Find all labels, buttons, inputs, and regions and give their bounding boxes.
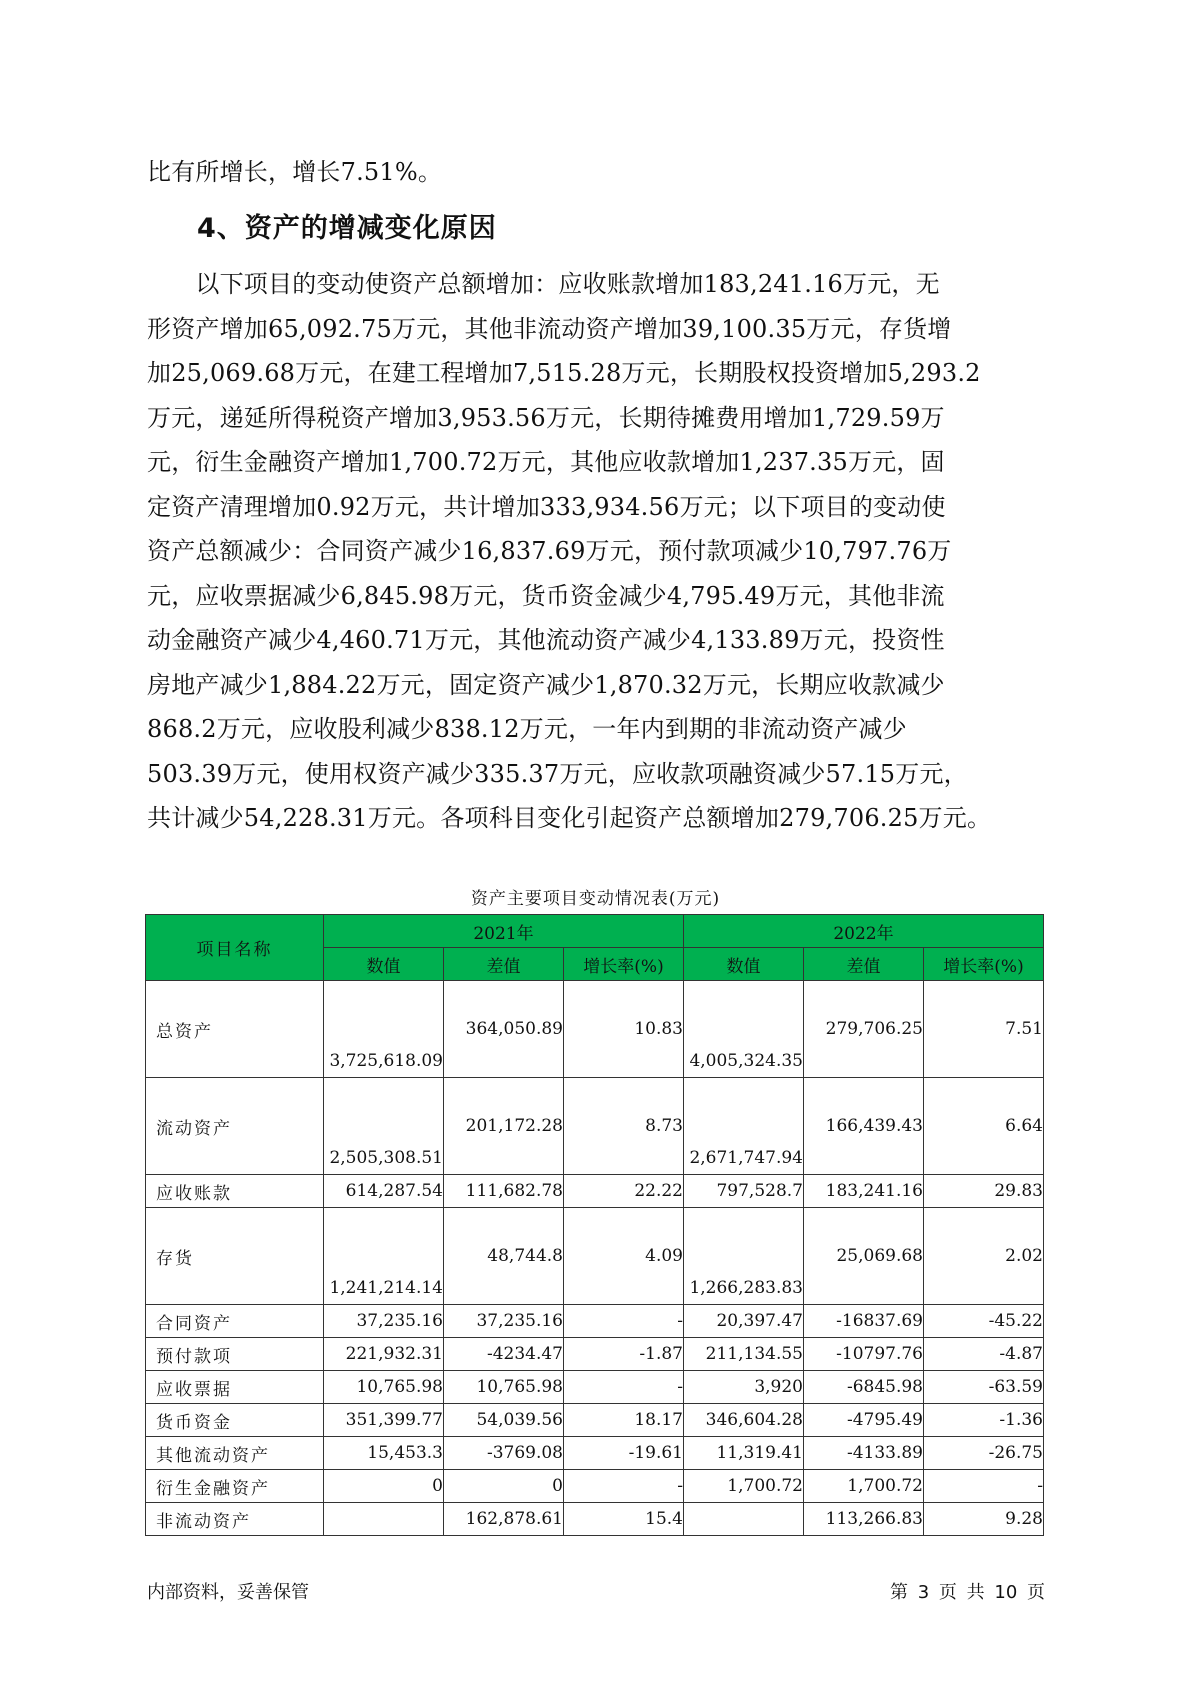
row-name: 预付款项 bbox=[146, 1338, 324, 1371]
cell-diff-2021: -4234.47 bbox=[444, 1338, 564, 1371]
cell-diff-2021: 364,050.89 bbox=[444, 981, 564, 1078]
cell-value-2022: 346,604.28 bbox=[684, 1404, 804, 1437]
cell-diff-2022: -16837.69 bbox=[804, 1305, 924, 1338]
row-name: 非流动资产 bbox=[146, 1503, 324, 1536]
cell-value-2022 bbox=[684, 1503, 804, 1536]
row-name: 应收票据 bbox=[146, 1371, 324, 1404]
cell-value-2022: 1,700.72 bbox=[684, 1470, 804, 1503]
header-growth: 增长率(%) bbox=[924, 948, 1044, 981]
cell-growth-2022: 7.51 bbox=[924, 981, 1044, 1078]
table-row bbox=[146, 981, 1044, 1078]
cell-growth-2021: 22.22 bbox=[564, 1175, 684, 1208]
cell-growth-2022: -1.36 bbox=[924, 1404, 1044, 1437]
header-year-2021: 2021年 bbox=[324, 915, 684, 948]
cell-value-2022: 2,671,747.94 bbox=[684, 1078, 804, 1175]
cell-diff-2022: 279,706.25 bbox=[804, 981, 924, 1078]
cell-growth-2021: 18.17 bbox=[564, 1404, 684, 1437]
cell-diff-2022: -4795.49 bbox=[804, 1404, 924, 1437]
table-row bbox=[146, 1175, 1044, 1208]
cell-growth-2021: 8.73 bbox=[564, 1078, 684, 1175]
body-line: 共计减少54,228.31万元。各项科目变化引起资产总额增加279,706.25万元。 bbox=[147, 804, 992, 832]
cell-growth-2022: 2.02 bbox=[924, 1208, 1044, 1305]
body-line: 以下项目的变动使资产总额增加：应收账款增加183,241.16万元，无 bbox=[147, 270, 940, 298]
cell-diff-2021: 37,235.16 bbox=[444, 1305, 564, 1338]
footer-page-number: 第 3 页 共 10 页 bbox=[890, 1582, 1045, 1603]
cell-diff-2022: 1,700.72 bbox=[804, 1470, 924, 1503]
cell-value-2021 bbox=[324, 1503, 444, 1536]
row-name: 总资产 bbox=[146, 981, 324, 1078]
cell-growth-2022: 29.83 bbox=[924, 1175, 1044, 1208]
cell-value-2021: 2,505,308.51 bbox=[324, 1078, 444, 1175]
body-line: 万元，递延所得税资产增加3,953.56万元，长期待摊费用增加1,729.59万 bbox=[147, 403, 945, 432]
row-name: 货币资金 bbox=[146, 1404, 324, 1437]
row-name: 存货 bbox=[146, 1208, 324, 1305]
cell-value-2021: 1,241,214.14 bbox=[324, 1208, 444, 1305]
cell-value-2022: 4,005,324.35 bbox=[684, 981, 804, 1078]
table-title: 资产主要项目变动情况表(万元) bbox=[470, 889, 721, 909]
cell-diff-2021: 162,878.61 bbox=[444, 1503, 564, 1536]
cell-value-2022: 1,266,283.83 bbox=[684, 1208, 804, 1305]
cell-value-2022: 20,397.47 bbox=[684, 1305, 804, 1338]
cell-diff-2021: -3769.08 bbox=[444, 1437, 564, 1470]
cell-value-2022: 11,319.41 bbox=[684, 1437, 804, 1470]
cell-growth-2022: 6.64 bbox=[924, 1078, 1044, 1175]
cell-value-2021: 614,287.54 bbox=[324, 1175, 444, 1208]
table-row bbox=[146, 1338, 1044, 1371]
table-row bbox=[146, 1470, 1044, 1503]
body-line: 503.39万元，使用权资产减少335.37万元，应收款项融资减少57.15万元， bbox=[147, 759, 968, 788]
header-growth: 增长率(%) bbox=[564, 948, 684, 981]
cell-value-2021: 15,453.3 bbox=[324, 1437, 444, 1470]
cell-diff-2021: 10,765.98 bbox=[444, 1371, 564, 1404]
table-row bbox=[146, 1305, 1044, 1338]
cell-value-2021: 0 bbox=[324, 1470, 444, 1503]
cell-growth-2022: -26.75 bbox=[924, 1437, 1044, 1470]
cell-value-2021: 10,765.98 bbox=[324, 1371, 444, 1404]
body-line: 元，应收票据减少6,845.98万元，货币资金减少4,795.49万元，其他非流 bbox=[147, 581, 945, 610]
table-row bbox=[146, 1437, 1044, 1470]
body-line: 动金融资产减少4,460.71万元，其他流动资产减少4,133.89万元，投资性 bbox=[147, 626, 945, 654]
asset-change-table bbox=[145, 914, 1044, 1536]
cell-diff-2021: 0 bbox=[444, 1470, 564, 1503]
table-row bbox=[146, 1503, 1044, 1536]
cell-diff-2021: 54,039.56 bbox=[444, 1404, 564, 1437]
row-name: 流动资产 bbox=[146, 1078, 324, 1175]
table-row bbox=[146, 1208, 1044, 1305]
cell-growth-2022: -63.59 bbox=[924, 1371, 1044, 1404]
cell-growth-2021: 10.83 bbox=[564, 981, 684, 1078]
cell-growth-2021: - bbox=[564, 1371, 684, 1404]
cell-growth-2022: 9.28 bbox=[924, 1503, 1044, 1536]
header-value: 数值 bbox=[684, 948, 804, 981]
cell-diff-2021: 48,744.8 bbox=[444, 1208, 564, 1305]
cell-value-2022: 211,134.55 bbox=[684, 1338, 804, 1371]
cell-growth-2021: -19.61 bbox=[564, 1437, 684, 1470]
cell-diff-2022: 166,439.43 bbox=[804, 1078, 924, 1175]
footer-confidential: 内部资料，妥善保管 bbox=[147, 1582, 309, 1603]
cell-diff-2022: 113,266.83 bbox=[804, 1503, 924, 1536]
header-item-name: 项目名称 bbox=[146, 915, 324, 981]
row-name: 应收账款 bbox=[146, 1175, 324, 1208]
header-diff: 差值 bbox=[444, 948, 564, 981]
intro-line: 比有所增长，增长7.51%。 bbox=[147, 158, 443, 186]
body-line: 房地产减少1,884.22万元，固定资产减少1,870.32万元，长期应收款减少 bbox=[147, 670, 945, 699]
cell-growth-2021: - bbox=[564, 1305, 684, 1338]
cell-growth-2022: -45.22 bbox=[924, 1305, 1044, 1338]
row-name: 其他流动资产 bbox=[146, 1437, 324, 1470]
cell-value-2022: 797,528.7 bbox=[684, 1175, 804, 1208]
cell-growth-2021: 4.09 bbox=[564, 1208, 684, 1305]
cell-growth-2021: 15.4 bbox=[564, 1503, 684, 1536]
cell-diff-2022: -10797.76 bbox=[804, 1338, 924, 1371]
cell-value-2021: 351,399.77 bbox=[324, 1404, 444, 1437]
body-line: 资产总额减少：合同资产减少16,837.69万元，预付款项减少10,797.76万 bbox=[147, 537, 952, 565]
body-line: 868.2万元，应收股利减少838.12万元，一年内到期的非流动资产减少 bbox=[147, 715, 907, 743]
header-value: 数值 bbox=[324, 948, 444, 981]
header-diff: 差值 bbox=[804, 948, 924, 981]
cell-diff-2021: 111,682.78 bbox=[444, 1175, 564, 1208]
cell-growth-2021: - bbox=[564, 1470, 684, 1503]
cell-value-2021: 3,725,618.09 bbox=[324, 981, 444, 1078]
body-line: 定资产清理增加0.92万元，共计增加333,934.56万元；以下项目的变动使 bbox=[147, 492, 946, 521]
section-heading: 4、资产的增减变化原因 bbox=[197, 213, 497, 244]
row-name: 衍生金融资产 bbox=[146, 1470, 324, 1503]
intro-paragraph bbox=[147, 150, 1047, 195]
cell-diff-2022: -6845.98 bbox=[804, 1371, 924, 1404]
table-row bbox=[146, 1404, 1044, 1437]
cell-growth-2022: -4.87 bbox=[924, 1338, 1044, 1371]
cell-growth-2022: - bbox=[924, 1470, 1044, 1503]
body-line: 形资产增加65,092.75万元，其他非流动资产增加39,100.35万元，存货增 bbox=[147, 314, 952, 343]
cell-value-2022: 3,920 bbox=[684, 1371, 804, 1404]
cell-value-2021: 37,235.16 bbox=[324, 1305, 444, 1338]
cell-growth-2021: -1.87 bbox=[564, 1338, 684, 1371]
cell-diff-2021: 201,172.28 bbox=[444, 1078, 564, 1175]
table-row bbox=[146, 1371, 1044, 1404]
body-paragraph bbox=[147, 262, 1047, 841]
body-line: 加25,069.68万元，在建工程增加7,515.28万元，长期股权投资增加5,293.2 bbox=[147, 359, 981, 387]
cell-diff-2022: -4133.89 bbox=[804, 1437, 924, 1470]
row-name: 合同资产 bbox=[146, 1305, 324, 1338]
table-row bbox=[146, 1078, 1044, 1175]
body-line: 元，衍生金融资产增加1,700.72万元，其他应收款增加1,237.35万元，固 bbox=[147, 448, 945, 476]
cell-diff-2022: 183,241.16 bbox=[804, 1175, 924, 1208]
cell-value-2021: 221,932.31 bbox=[324, 1338, 444, 1371]
cell-diff-2022: 25,069.68 bbox=[804, 1208, 924, 1305]
header-year-2022: 2022年 bbox=[684, 915, 1044, 948]
